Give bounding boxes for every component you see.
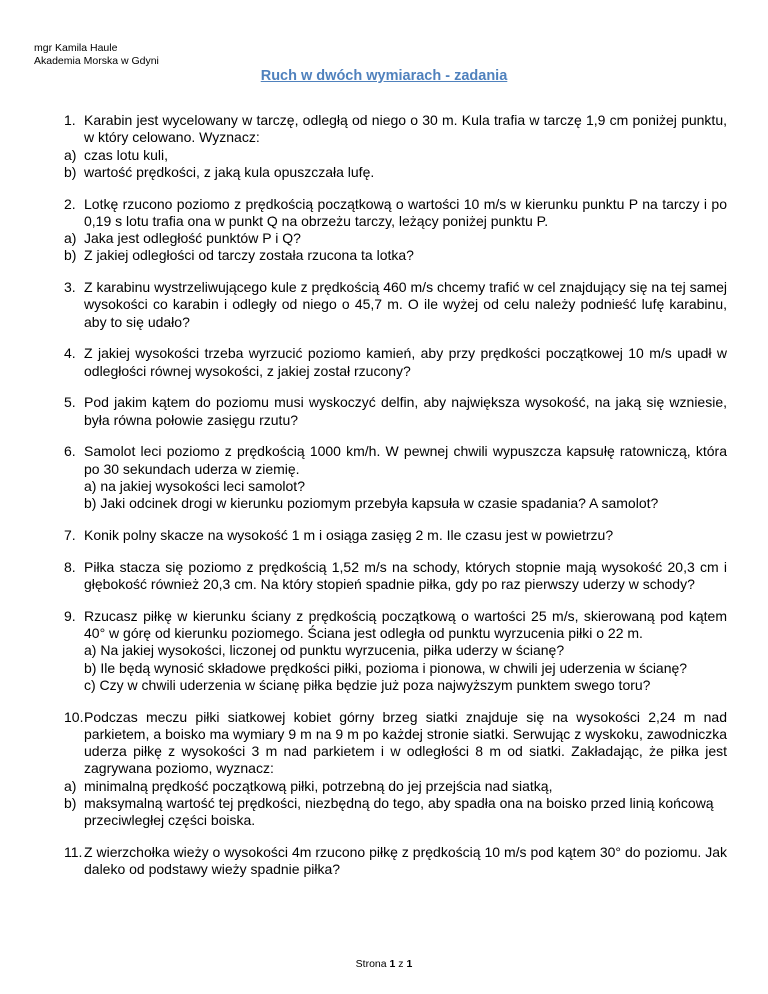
- sub-text: maksymalną wartość tej prędkości, niezbędną do tego, aby spadła ona na boisko przed linią końcową przeciwległej części boiska.: [84, 795, 714, 829]
- problem-6: [62, 443, 727, 512]
- sub-label: b): [64, 795, 77, 812]
- footer-page-number: 1: [389, 958, 396, 970]
- problem-text: Z karabinu wystrzeliwującego kule z prędkością 460 m/s chcemy trafić w cel znajdujący się na tej samej wysokości co karabin i odległy od niego o 45,7 m. O ile wyżej od celu należy podnieść lufę karabinu, aby to się udało?: [84, 279, 727, 330]
- problem-3: [62, 279, 727, 331]
- problem-4: [62, 345, 727, 380]
- sub-label: a): [64, 777, 77, 794]
- sub-question: b) Jaki odcinek drogi w kierunku poziomym przebyła kapsuła w czasie spadania? A samolot?: [84, 495, 659, 512]
- problem-text: Pod jakim kątem do poziomu musi wyskoczyć delfin, aby największa wysokość, na jaką się wzniesie, była równa połowie zasięgu rzutu?: [84, 394, 727, 428]
- problem-text: Z wierzchołka wieży o wysokości 4m rzucono piłkę z prędkością 10 m/s pod kątem 30° do poziomu. Jak daleko od podstawy wieży spadnie piłka?: [84, 844, 727, 878]
- problem-list: [62, 112, 727, 893]
- problem-number: 2.: [64, 195, 76, 212]
- problem-10: [62, 709, 727, 830]
- problem-text: Karabin jest wycelowany w tarczę, odległą od niego o 30 m. Kula trafia w tarczę 1,9 cm poniżej punktu, w który celowano. Wyznacz:: [84, 112, 727, 146]
- sub-question: b) Ile będą wynosić składowe prędkości piłki, pozioma i pionowa, w chwili jej uderzenia w ścianę?: [84, 659, 688, 676]
- problem-text: Piłka stacza się poziomo z prędkością 1,52 m/s na schody, których stopnie mają wysokość 20,3 cm i głębokość również 20,3 cm. Na który stopień spadnie piłka, gdy po raz pierwszy uderzy w schody?: [84, 558, 727, 592]
- sub-label: b): [64, 247, 77, 264]
- sub-label: b): [64, 163, 77, 180]
- problem-number: 11.: [64, 844, 83, 860]
- problem-text: Samolot leci poziomo z prędkością 1000 km/h. W pewnej chwili wypuszcza kapsułę ratowniczą, która po 30 sekundach uderza w ziemię.: [84, 443, 727, 477]
- problem-number: 4.: [64, 345, 76, 362]
- problem-1: [62, 112, 727, 181]
- problem-number: 8.: [64, 558, 76, 575]
- problem-number: 3.: [64, 279, 76, 296]
- sub-label: a): [64, 146, 77, 163]
- footer-page-total: 1: [406, 958, 413, 970]
- author-name: mgr Kamila Haule: [34, 42, 118, 54]
- problem-text: Podczas meczu piłki siatkowej kobiet górny brzeg siatki znajduje się na wysokości 2,24 m nad parkietem, a boisko ma wymiary 9 m na 9 m po każdej stronie siatki. Serwując z wyskoku, zawodniczka uderza piłkę z wysokości 3 m nad parkietem i w odległości 8 m od siatki. Zakładając, że piłka jest zagrywana poziomo, wyznacz:: [84, 708, 727, 777]
- footer-prefix: Strona: [355, 958, 390, 970]
- footer-middle: z: [395, 958, 407, 970]
- sub-text: wartość prędkości, z jaką kula opuszczała lufę.: [84, 163, 375, 180]
- problem-text: Rzucasz piłkę w kierunku ściany z prędkością początkową o wartości 25 m/s, skierowaną pod kątem 40° w górę od kierunku poziomego. Ściana jest odległa od punktu wyrzucenia piłki o 22 m.: [84, 607, 727, 641]
- problem-number: 5.: [64, 394, 76, 411]
- problem-2: [62, 196, 727, 265]
- problem-5: [62, 394, 727, 429]
- sub-question: a) Na jakiej wysokości, liczonej od punktu wyrzucenia, piłka uderzy w ścianę?: [84, 642, 565, 659]
- institution-name: Akademia Morska w Gdyni: [34, 55, 159, 67]
- problem-number: 7.: [64, 526, 76, 543]
- problem-text: Konik polny skacze na wysokość 1 m i osiąga zasięg 2 m. Ile czasu jest w powietrzu?: [84, 526, 614, 543]
- problem-11: [62, 844, 727, 879]
- sub-text: Jaka jest odległość punktów P i Q?: [84, 230, 301, 247]
- problem-8: [62, 559, 727, 594]
- problem-number: 6.: [64, 443, 76, 460]
- problem-9: [62, 608, 727, 694]
- sub-question: c) Czy w chwili uderzenia w ścianę piłka będzie już poza najwyższym punktem swego toru?: [84, 676, 651, 693]
- sub-label: a): [64, 230, 77, 247]
- page-footer: [0, 958, 768, 970]
- page-title: Ruch w dwóch wymiarach - zadania: [260, 68, 508, 84]
- document-header: [34, 42, 159, 68]
- sub-question: a) na jakiej wysokości leci samolot?: [84, 478, 305, 494]
- problem-number: 1.: [64, 112, 76, 128]
- problem-7: [62, 527, 727, 544]
- problem-number: 10.: [64, 708, 84, 725]
- sub-text: minimalną prędkość początkową piłki, potrzebną do jej przejścia nad siatką,: [84, 777, 553, 794]
- problem-text: Lotkę rzucono poziomo z prędkością początkową o wartości 10 m/s w kierunku punktu P na tarczy i po 0,19 s lotu trafia ona w punkt Q na obrzeżu tarczy, leżący poniżej punktu P.: [84, 195, 727, 229]
- sub-text: czas lotu kuli,: [84, 146, 169, 163]
- problem-text: Z jakiej wysokości trzeba wyrzucić poziomo kamień, aby przy prędkości początkowej 10 m/s upadł w odległości równej wysokości, z jakiej został rzucony?: [84, 345, 727, 379]
- sub-text: Z jakiej odległości od tarczy została rzucona ta lotka?: [84, 247, 414, 264]
- problem-number: 9.: [64, 607, 76, 624]
